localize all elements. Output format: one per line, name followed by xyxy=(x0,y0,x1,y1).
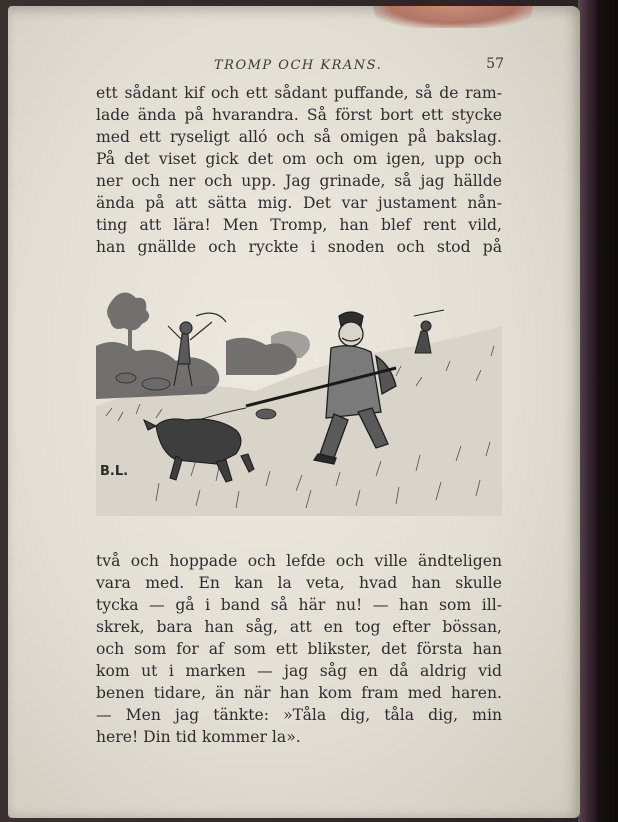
hunting-illustration xyxy=(96,286,502,516)
text-line: han gnällde och ryckte i snoden och stod på xyxy=(96,238,502,256)
page-header xyxy=(94,56,504,78)
text-line: med ett ryseligt alló och så omigen på bakslag. xyxy=(96,128,502,146)
page-number: 57 xyxy=(486,56,504,72)
text-line: skrek, bara han såg, att en tog efter bössan, xyxy=(96,618,502,636)
text-line: ända på att sätta mig. Det var justament nån- xyxy=(96,194,502,212)
text-line: och som for af som ett blikster, det första han xyxy=(96,640,502,658)
book-page xyxy=(8,6,580,818)
thumb xyxy=(373,6,533,28)
text-line: På det viset gick det om och om igen, upp och xyxy=(96,150,502,168)
top-paragraph xyxy=(96,82,502,258)
text-line: benen tidare, än när han kom fram med haren. xyxy=(96,684,502,702)
text-line: tycka — gå i band så här nu! — han som ill- xyxy=(96,596,502,614)
book-spine xyxy=(578,0,596,822)
text-line: två och hoppade och lefde och ville ändteligen xyxy=(96,552,502,570)
text-line: kom ut i marken — jag såg en då aldrig vid xyxy=(96,662,502,680)
text-line: ner och ner och upp. Jag grinade, så jag hällde xyxy=(96,172,502,190)
text-line: ett sådant kif och ett sådant puffande, så de ram- xyxy=(96,84,502,102)
text-line: ting att lära! Men Tromp, han blef rent vild, xyxy=(96,216,502,234)
text-line: here! Din tid kommer la». xyxy=(96,728,301,746)
text-line: lade ända på hvarandra. Så först bort ett stycke xyxy=(96,106,502,124)
engraving-drawing xyxy=(96,286,502,516)
bottom-paragraph xyxy=(96,550,502,748)
text-line: — Men jag tänkte: »Tåla dig, tåla dig, min xyxy=(96,706,502,724)
running-title: TROMP OCH KRANS. xyxy=(214,58,383,73)
text-line: vara med. En kan la veta, hvad han skulle xyxy=(96,574,502,592)
artist-signature: B.L. xyxy=(100,464,129,479)
